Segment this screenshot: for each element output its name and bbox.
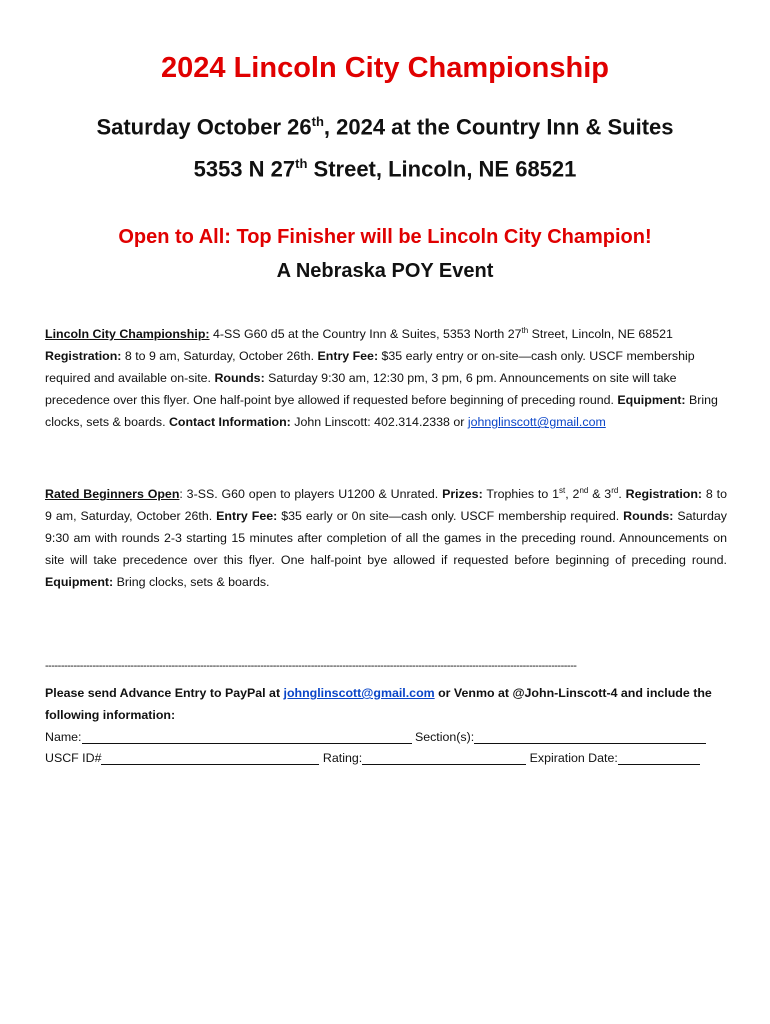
name-field[interactable] xyxy=(82,729,412,744)
championship-text1: 4-SS G60 d5 at the Country Inn & Suites, 5353 North 27 xyxy=(209,327,522,342)
address-text-a: 5353 N 27 xyxy=(193,156,296,182)
uscf-id-field[interactable] xyxy=(101,750,319,765)
entry-fee-text: $35 early entry or on-site—cash only. USCF membership required and available on-site. xyxy=(45,349,695,386)
paypal-email-link[interactable]: johnglinscott@gmail.com xyxy=(283,686,435,700)
entry-fee-label: Entry Fee: xyxy=(317,349,379,364)
beginners-rounds-label: Rounds: xyxy=(623,509,674,524)
prizes-text-c: & 3 xyxy=(588,487,612,502)
beginners-paragraph xyxy=(45,480,727,593)
prizes-text-a: Trophies to 1 xyxy=(482,487,560,502)
rating-field[interactable] xyxy=(362,750,526,765)
open-to-all-line: Open to All: Top Finisher will be Lincoln City Champion! xyxy=(118,226,652,248)
expiration-field[interactable] xyxy=(618,750,700,765)
date-suffix: th xyxy=(311,114,324,129)
uscf-id-label: USCF ID# xyxy=(45,751,102,765)
section-label: Section(s): xyxy=(414,730,475,744)
divider-line: ------------------------------------------------------------------------------------------------------------------------------------------------------------------------ xyxy=(45,660,577,672)
entry-text1: Please send Advance Entry to PayPal at xyxy=(45,686,284,700)
contact-label: Contact Information: xyxy=(168,415,291,430)
section-field[interactable] xyxy=(474,729,706,744)
beginners-registration-text: 8 to 9 am, Saturday, October 26th. xyxy=(45,487,727,524)
date-text: Saturday October 26 xyxy=(96,114,312,140)
address-text-b: Street, Lincoln, NE 68521 xyxy=(307,156,577,182)
event-date-line xyxy=(0,114,770,140)
beginners-fee-text: $35 early or 0n site—cash only. USCF membership required. xyxy=(277,509,624,524)
name-label: Name: xyxy=(45,730,82,744)
prizes-sup1: st xyxy=(559,486,566,495)
contact-email-link[interactable]: johnglinscott@gmail.com xyxy=(467,415,606,430)
poy-event-line: A Nebraska POY Event xyxy=(276,260,494,282)
expiration-label: Expiration Date: xyxy=(529,751,618,765)
prizes-sup2: nd xyxy=(579,486,589,495)
equipment-text: Bring clocks, sets & boards. xyxy=(45,393,718,430)
form-row-uscf xyxy=(45,750,735,770)
prizes-label: Prizes: xyxy=(442,487,483,502)
entry-text2: or Venmo at @John-Linscott-4 and include the following information: xyxy=(45,686,712,722)
registration-label: Registration: xyxy=(45,349,122,364)
equipment-label: Equipment: xyxy=(617,393,686,408)
championship-text2: Street, Lincoln, NE 68521 xyxy=(528,327,673,342)
rating-label: Rating: xyxy=(322,751,363,765)
venue-text: , 2024 at the Country Inn & Suites xyxy=(323,114,674,140)
rounds-label: Rounds: xyxy=(214,371,265,386)
beginners-equipment-label: Equipment: xyxy=(45,575,114,590)
beginners-rounds-text: Saturday 9:30 am with rounds 2-3 starting 15 minutes after completion of all the games in the preceding round. Announcements on site will take precedence over this flyer. One half-point bye allowed if requested before beginning of preceding round. xyxy=(45,509,727,568)
beginners-heading: Rated Beginners Open xyxy=(45,487,180,502)
registration-text: 8 to 9 am, Saturday, October 26th. xyxy=(121,349,318,364)
beginners-text1: : 3-SS. G60 open to players U1200 & Unrated. xyxy=(179,487,443,502)
championship-sup: th xyxy=(521,326,529,335)
rounds-text: Saturday 9:30 am, 12:30 pm, 3 pm, 6 pm. Announcements on site will take precedence over this flyer. One half-point bye allowed if requested before beginning of preceding round. xyxy=(45,371,677,408)
beginners-fee-label: Entry Fee: xyxy=(216,509,278,524)
page-title: 2024 Lincoln City Championship xyxy=(161,52,609,84)
form-row-name xyxy=(45,729,735,749)
championship-heading: Lincoln City Championship: xyxy=(45,327,210,342)
prizes-sup3: rd xyxy=(611,486,619,495)
beginners-registration-label: Registration: xyxy=(625,487,703,502)
beginners-equipment-text: Bring clocks, sets & boards. xyxy=(113,575,270,590)
address-suffix: th xyxy=(295,156,308,171)
address-line xyxy=(0,156,770,182)
championship-paragraph xyxy=(45,320,727,433)
prizes-text-b: , 2 xyxy=(565,487,580,502)
advance-entry-text xyxy=(45,682,735,726)
contact-text: John Linscott: 402.314.2338 or xyxy=(290,415,468,430)
prizes-text-d: . xyxy=(618,487,626,502)
